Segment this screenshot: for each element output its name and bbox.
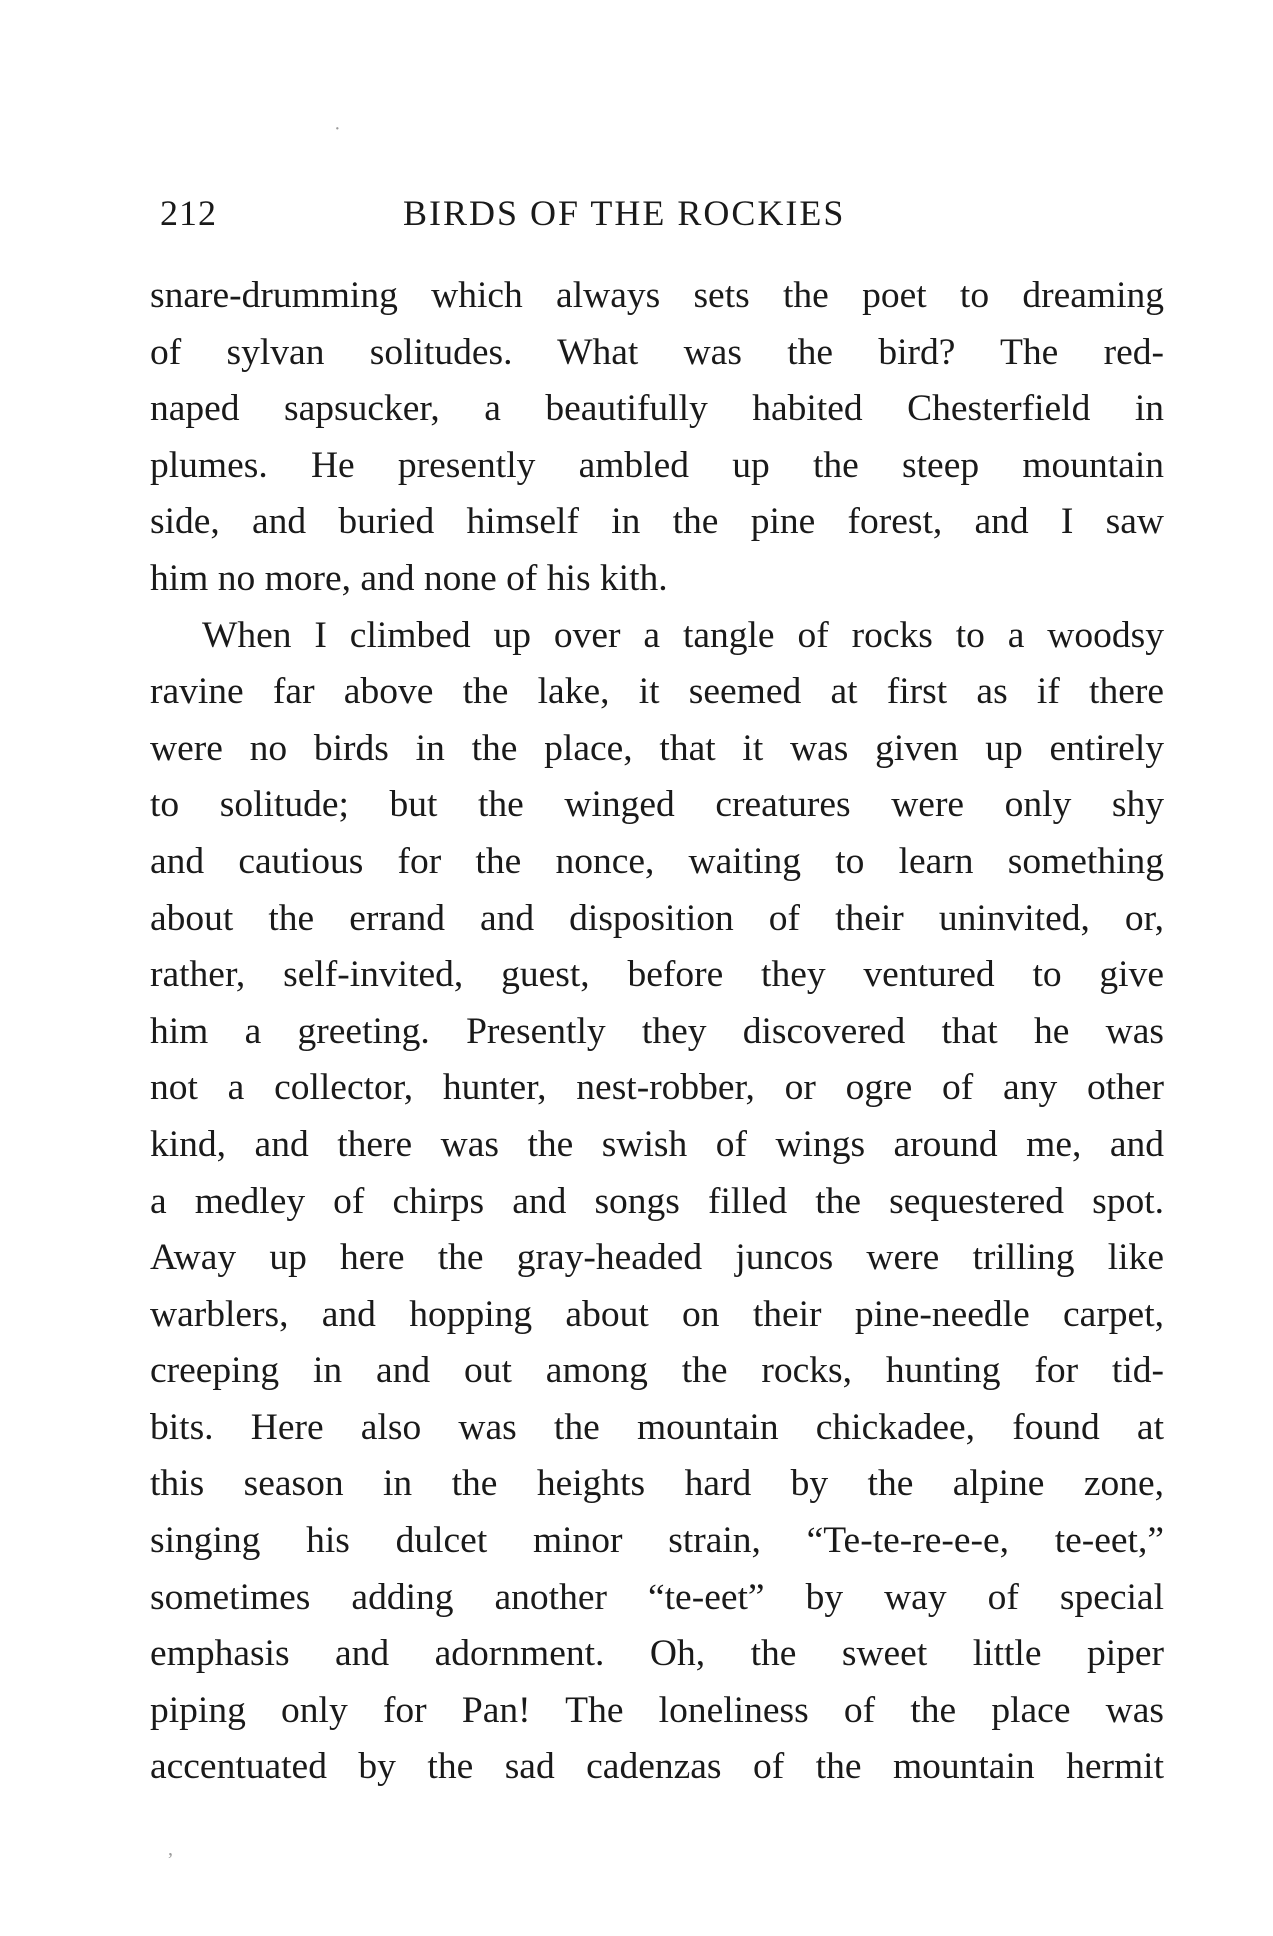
text-line: kind, and there was the swish of wings around me, and xyxy=(150,1123,1164,1165)
paragraph xyxy=(150,268,1164,608)
text-line: When I climbed up over a tangle of rocks to a woodsy xyxy=(202,614,1164,656)
text-line: sometimes adding another “te-eet” by way of special xyxy=(150,1576,1164,1618)
text-line: plumes. He presently ambled up the steep mountain xyxy=(150,444,1164,486)
text-line: naped sapsucker, a beautifully habited Chesterfield in xyxy=(150,388,1164,430)
text-line: warblers, and hopping about on their pine-needle carpet, xyxy=(150,1293,1164,1335)
text-line: him no more, and none of his kith. xyxy=(150,557,668,599)
text-line: of sylvan solitudes. What was the bird? The red- xyxy=(150,331,1164,373)
text-line: singing his dulcet minor strain, “Te-te-re-e-e, te-eet,” xyxy=(150,1520,1164,1562)
text-line: were no birds in the place, that it was given up entirely xyxy=(150,727,1164,769)
page-number: 212 xyxy=(160,193,217,233)
text-line: emphasis and adornment. Oh, the sweet little piper xyxy=(150,1633,1164,1675)
text-line: him a greeting. Presently they discovered that he was xyxy=(150,1010,1164,1052)
text-line: and cautious for the nonce, waiting to learn something xyxy=(150,840,1164,882)
text-line: a medley of chirps and songs filled the sequestered spot. xyxy=(150,1180,1164,1222)
paragraph xyxy=(150,608,1164,1796)
running-head xyxy=(160,192,1164,242)
text-line: creeping in and out among the rocks, hunting for tid- xyxy=(150,1350,1164,1392)
text-line: bits. Here also was the mountain chickadee, found at xyxy=(150,1406,1164,1448)
body-text xyxy=(150,268,1164,1796)
text-line: piping only for Pan! The loneliness of the place was xyxy=(150,1689,1164,1731)
scan-speck: · xyxy=(334,118,341,140)
text-line: rather, self-invited, guest, before they ventured to give xyxy=(150,954,1164,996)
text-line: side, and buried himself in the pine forest, and I saw xyxy=(150,501,1164,543)
text-line: about the errand and disposition of their uninvited, or, xyxy=(150,897,1164,939)
text-line: not a collector, hunter, nest-robber, or ogre of any other xyxy=(150,1067,1164,1109)
running-title: BIRDS OF THE ROCKIES xyxy=(403,193,846,233)
text-line: ravine far above the lake, it seemed at first as if there xyxy=(150,671,1164,713)
text-line: to solitude; but the winged creatures were only shy xyxy=(150,784,1164,826)
text-line: accentuated by the sad cadenzas of the mountain hermit xyxy=(150,1746,1164,1788)
scan-speck: , xyxy=(168,1838,173,1860)
text-line: this season in the heights hard by the alpine zone, xyxy=(150,1463,1164,1505)
text-line: snare-drumming which always sets the poet to dreaming xyxy=(150,275,1164,316)
text-line: Away up here the gray-headed juncos were trilling like xyxy=(150,1237,1164,1279)
